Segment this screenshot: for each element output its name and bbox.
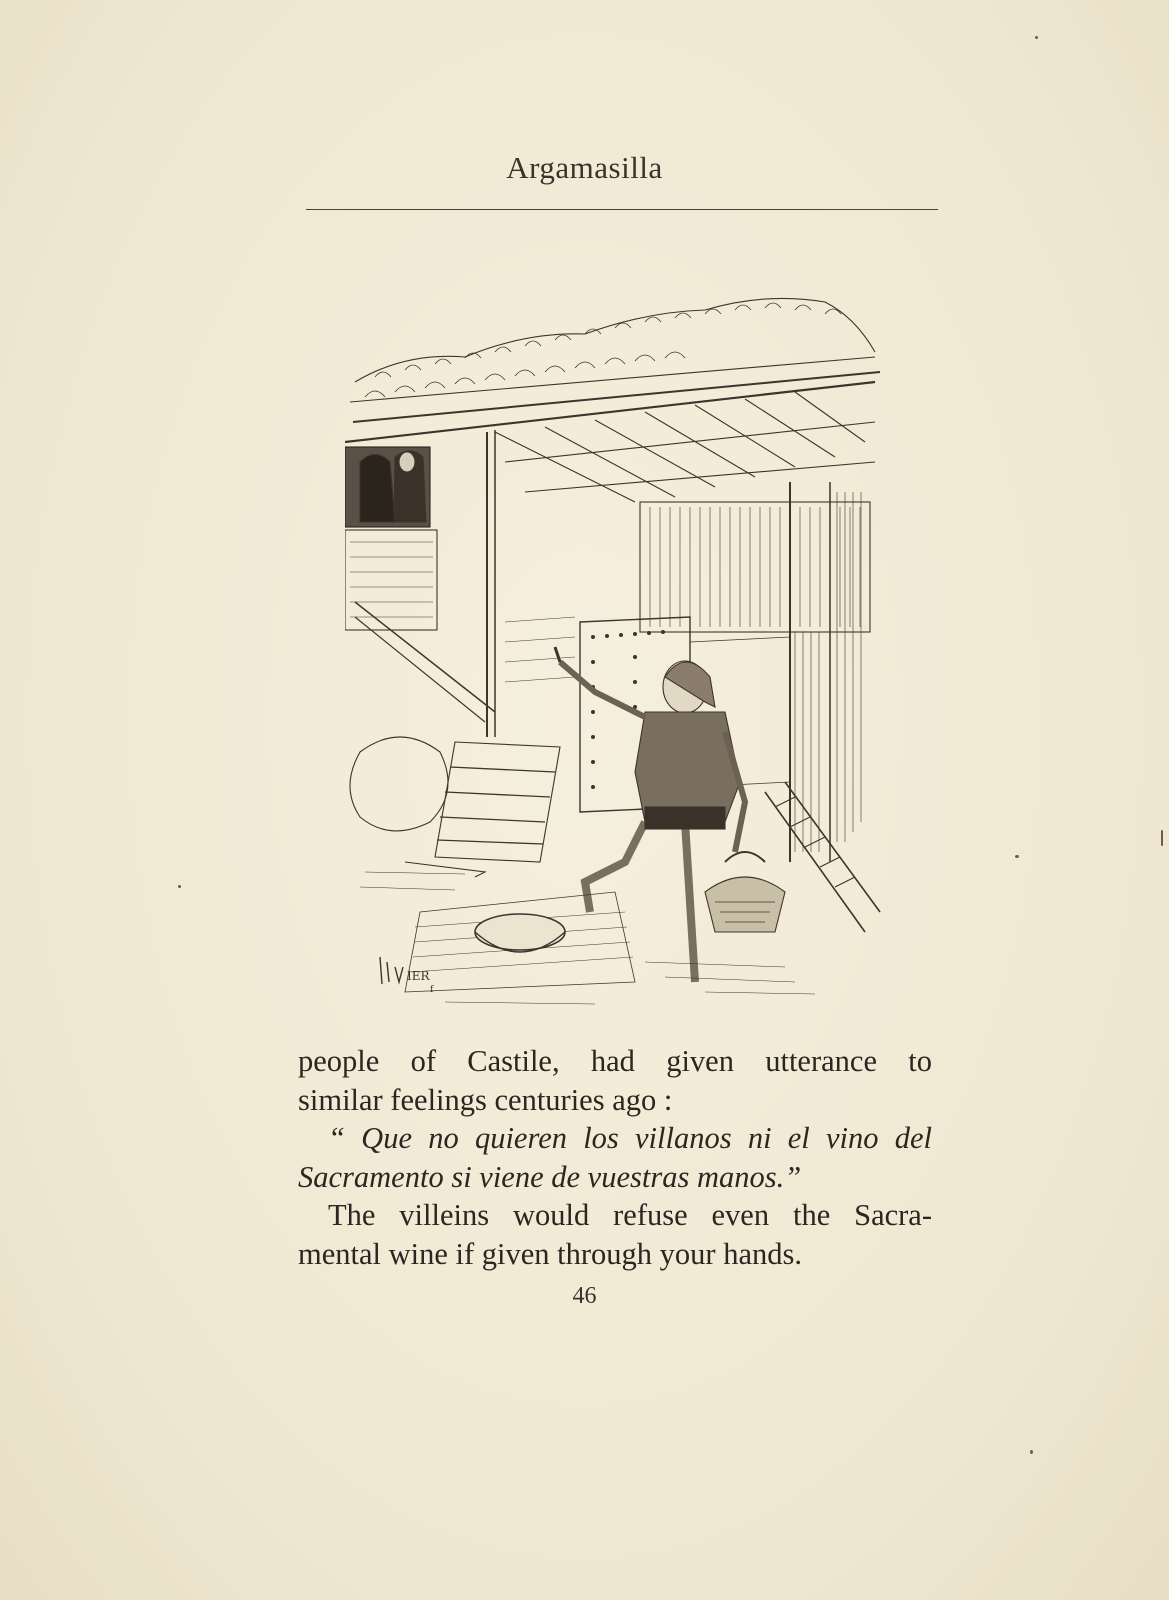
engraving-illustration xyxy=(345,262,890,1014)
text-line: people of Castile, had given utterance to xyxy=(298,1044,932,1078)
spanish-quote-line: Sacramento si viene de vuestras manos.” xyxy=(298,1159,802,1194)
spanish-quote-line: “ Que no quieren los villanos ni el vino del xyxy=(328,1121,932,1155)
translation-line: mental wine if given through your hands. xyxy=(298,1236,802,1271)
courtyard-engraving-icon xyxy=(345,262,890,1014)
paper-speck xyxy=(1161,830,1163,846)
running-head: Argamasilla xyxy=(506,150,663,185)
text-line: similar feelings centuries ago : xyxy=(298,1082,673,1117)
paper-speck xyxy=(1035,36,1038,39)
paper-speck xyxy=(178,885,181,888)
engraver-signature: IER xyxy=(407,969,430,983)
paper-speck xyxy=(1030,1450,1033,1454)
translation-line: The villeins would refuse even the Sacra- xyxy=(328,1198,932,1232)
header-rule xyxy=(306,209,938,210)
paper-speck xyxy=(1015,855,1019,858)
svg-text:f: f xyxy=(430,985,434,995)
page-number: 46 xyxy=(572,1283,597,1309)
body-text xyxy=(298,1042,932,1273)
